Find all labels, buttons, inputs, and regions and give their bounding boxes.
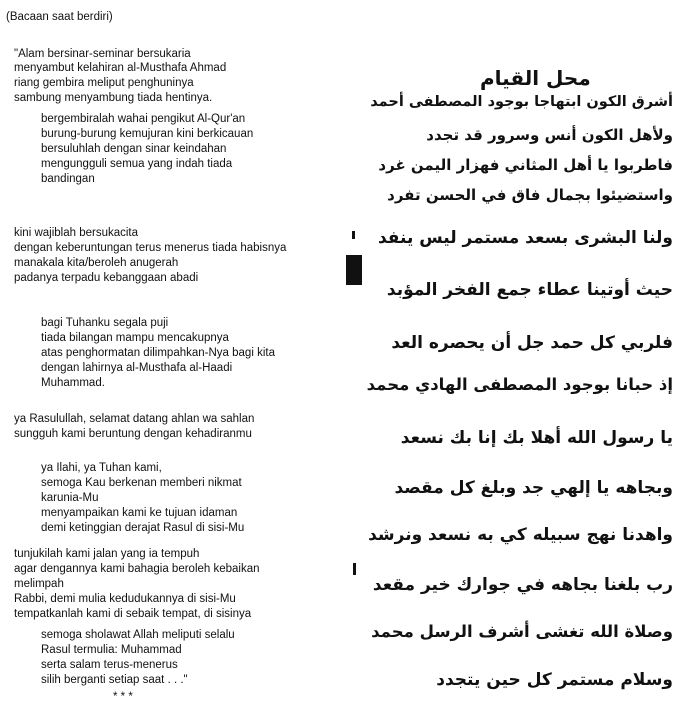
translation-line: dengan lahirnya al-Musthafa al-Haadi — [41, 362, 233, 374]
translation-line: Muhammad. — [41, 377, 105, 389]
arabic-verse: إذ حبانا بوجود المصطفى الهادي محمد — [366, 375, 673, 394]
translation-line: ya Rasulullah, selamat datang ahlan wa sahlan — [14, 413, 255, 425]
translation-line: bergembiralah wahai pengikut Al-Qur'an — [41, 113, 246, 125]
arabic-verse: وسلام مستمر كل حين يتجدد — [436, 670, 673, 690]
translation-line: semoga sholawat Allah meliputi selalu — [41, 629, 235, 641]
translation-line: Rabbi, demi mulia kedudukannya di sisi-Mu — [14, 593, 236, 605]
arabic-stanza-line: أشرق الكون ابتهاجا بوجود المصطفى أحمد — [370, 94, 673, 110]
translation-line: serta salam terus-menerus — [41, 659, 178, 671]
translation-line: manakala kita/beroleh anugerah — [14, 257, 179, 269]
translation-line: sambung menyambung tiada hentinya. — [14, 92, 213, 104]
arabic-title: محل القيام — [480, 66, 591, 90]
translation-line: atas penghormatan dilimpahkan-Nya bagi kita — [41, 347, 275, 359]
translation-line: Rasul termulia: Muhammad — [41, 644, 182, 656]
translation-line: "Alam bersinar-seminar bersukaria — [14, 48, 191, 60]
arabic-stanza-line: فاطربوا يا أهل المثاني فهزار اليمن غرد — [378, 156, 673, 174]
translation-line: sungguh kami beruntung dengan kehadiranmu — [14, 428, 252, 440]
arabic-verse: ولنا البشرى بسعد مستمر ليس ينفد — [377, 228, 673, 248]
translation-line: agar dengannya kami bahagia beroleh kebaikan — [14, 563, 260, 575]
translation-line: karunia-Mu — [41, 492, 99, 504]
translation-line: semoga Kau berkenan memberi nikmat — [41, 477, 242, 489]
arabic-verse: واهدنا نهج سبيله كي به نسعد ونرشد — [368, 525, 673, 545]
ornament-stars: * * * — [113, 691, 133, 703]
translation-line: tunjukilah kami jalan yang ia tempuh — [14, 548, 200, 560]
translation-line: bersuluhlah dengan sinar keindahan — [41, 143, 227, 155]
translation-line: bagi Tuhanku segala puji — [41, 317, 169, 329]
translation-line: tempatkanlah kami di sebaik tempat, di sisinya — [14, 608, 252, 620]
translation-line: burung-burung kemujuran kini berkicauan — [41, 128, 254, 140]
arabic-column — [355, 0, 689, 720]
arabic-verse: فلربي كل حمد جل أن يحصره العد — [391, 333, 673, 353]
arabic-verse: وبجاهه يا إلهي جد وبلغ كل مقصد — [394, 478, 673, 498]
translation-line: kini wajiblah bersukacita — [14, 227, 139, 239]
translation-line: mengungguli semua yang indah tiada — [41, 158, 233, 170]
arabic-stanza-line: ولأهل الكون أنس وسرور قد تجدد — [426, 126, 673, 144]
arabic-verse: رب بلغنا بجاهه في جوارك خير مقعد — [372, 575, 673, 595]
translation-line: ya Ilahi, ya Tuhan kami, — [41, 462, 162, 474]
translation-line: menyambut kelahiran al-Musthafa Ahmad — [14, 62, 227, 74]
translation-line: demi ketinggian derajat Rasul di sisi-Mu — [41, 522, 245, 534]
translation-line: padanya terpadu kebanggaan abadi — [14, 272, 199, 284]
translation-line: tiada bilangan mampu mencakupnya — [41, 332, 229, 344]
section-label: (Bacaan saat berdiri) — [6, 11, 113, 23]
translation-line: menyampaikan kami ke tujuan idaman — [41, 507, 238, 519]
arabic-verse: وصلاة الله تغشى أشرف الرسل محمد — [371, 622, 673, 641]
translation-line: melimpah — [14, 578, 64, 590]
translation-line: silih berganti setiap saat . . ." — [41, 674, 188, 686]
arabic-stanza-line: واستضيئوا بجمال فاق في الحسن تفرد — [387, 186, 673, 204]
translation-line: riang gembira meliput penghuninya — [14, 77, 194, 89]
translation-line: dengan keberuntungan terus menerus tiada habisnya — [14, 242, 287, 254]
arabic-verse: يا رسول الله أهلا بك إنا بك نسعد — [400, 428, 673, 448]
translation-line: bandingan — [41, 173, 95, 185]
arabic-verse: حيث أوتينا عطاء جمع الفخر المؤبد — [386, 280, 673, 300]
